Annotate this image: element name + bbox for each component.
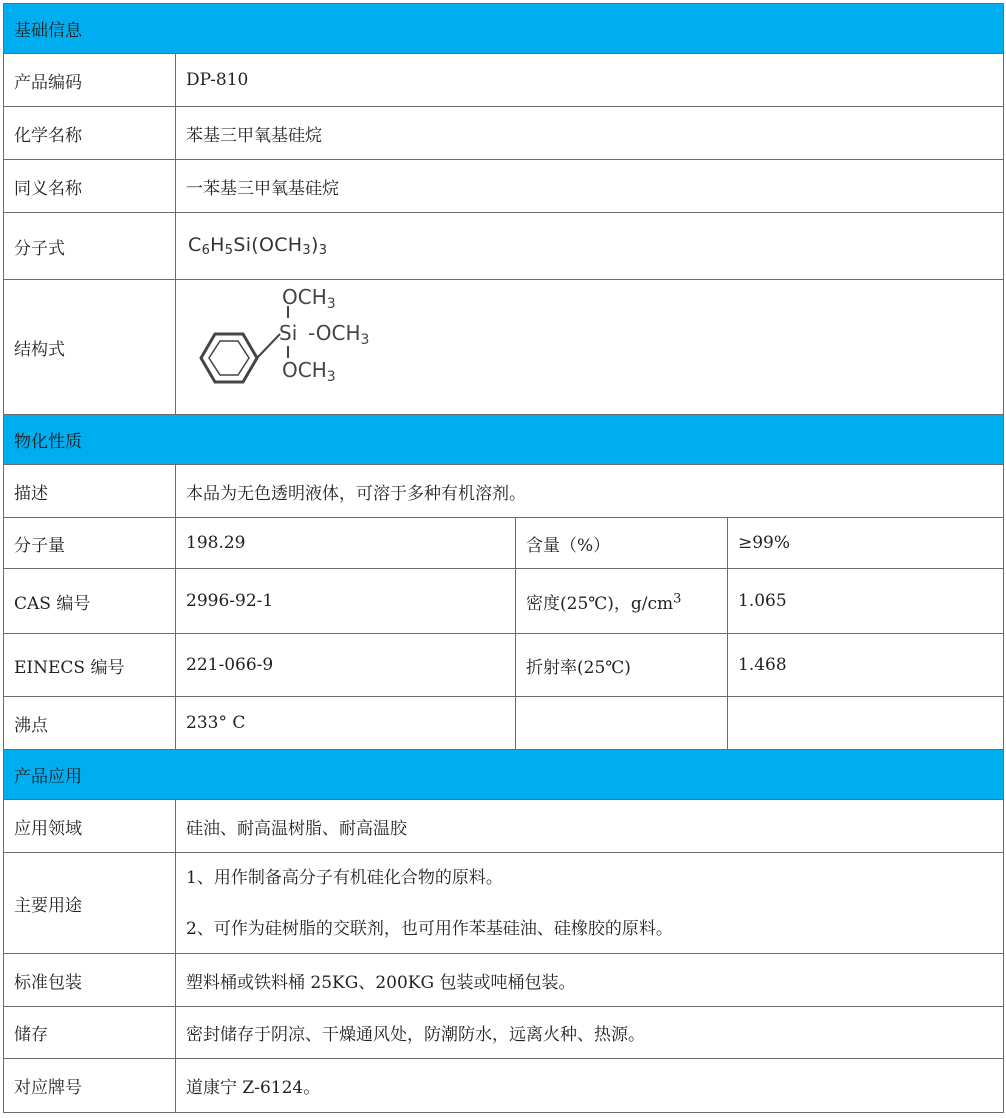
cas-value: 2996-92-1 <box>176 569 516 634</box>
use-item: 2、可作为硅树脂的交联剂，也可用作苯基硅油、硅橡胶的原料。 <box>186 918 673 939</box>
chemical-name-label: 化学名称 <box>4 107 176 160</box>
empty-cell <box>516 697 728 750</box>
uses-label: 主要用途 <box>4 853 176 954</box>
structure-label: 结构式 <box>4 280 176 415</box>
formula-cell <box>176 213 1004 280</box>
formula-label: 分子式 <box>4 213 176 280</box>
packaging-label: 标准包装 <box>4 954 176 1007</box>
row-boiling-point <box>4 697 1004 750</box>
bp-value: 233° C <box>176 697 516 750</box>
row-einecs <box>4 634 1004 697</box>
section-title: 产品应用 <box>4 750 1004 800</box>
bp-label: 沸点 <box>4 697 176 750</box>
och3-bottom: $OCH_3$ <box>282 357 336 385</box>
row-structure <box>4 280 1004 415</box>
use-item: 1、用作制备高分子有机硅化合物的原料。 <box>186 867 503 888</box>
formula-close-sub: 3 <box>318 243 328 258</box>
density-label-text: 密度(25℃)，g/cm <box>526 593 674 614</box>
row-storage <box>4 1007 1004 1059</box>
packaging-value: 塑料桶或铁料桶 25KG、200KG 包装或吨桶包装。 <box>176 954 1004 1007</box>
molecular-formula <box>188 234 327 258</box>
row-packaging <box>4 954 1004 1007</box>
description-label: 描述 <box>4 465 176 518</box>
row-main-uses <box>4 853 1004 954</box>
row-description <box>4 465 1004 518</box>
einecs-value: 221-066-9 <box>176 634 516 697</box>
row-brand <box>4 1059 1004 1113</box>
product-code-label: 产品编码 <box>4 54 176 107</box>
row-cas <box>4 569 1004 634</box>
refractive-label: 折射率(25℃) <box>516 634 728 697</box>
section-title: 物化性质 <box>4 415 1004 465</box>
product-code-value: DP-810 <box>176 54 1004 107</box>
product-spec-table <box>3 3 1004 1113</box>
synonym-value: 一苯基三甲氧基硅烷 <box>176 160 1004 213</box>
brand-label: 对应牌号 <box>4 1059 176 1113</box>
structure-cell <box>176 280 1004 415</box>
section-title: 基础信息 <box>4 4 1004 54</box>
row-molecular-weight <box>4 518 1004 569</box>
section-header-basic <box>4 4 1004 54</box>
row-product-code <box>4 54 1004 107</box>
row-chemical-name <box>4 107 1004 160</box>
formula-c: C <box>188 234 202 256</box>
formula-h: H <box>210 234 225 256</box>
benzene-inner-ring <box>209 341 249 375</box>
density-value: 1.065 <box>728 569 1004 634</box>
phenyl-si-bond <box>257 334 280 358</box>
einecs-label: EINECS 编号 <box>4 634 176 697</box>
field-value: 硅油、耐高温树脂、耐高温胶 <box>176 800 1004 853</box>
formula-h-sub: 5 <box>224 243 234 258</box>
mw-value: 198.29 <box>176 518 516 569</box>
formula-c-sub: 6 <box>201 243 211 258</box>
field-label: 应用领域 <box>4 800 176 853</box>
content-value: ≥99% <box>728 518 1004 569</box>
storage-label: 储存 <box>4 1007 176 1059</box>
uses-value <box>176 853 1004 954</box>
cas-label: CAS 编号 <box>4 569 176 634</box>
section-header-physchem <box>4 415 1004 465</box>
content-label: 含量（%） <box>516 518 728 569</box>
row-formula <box>4 213 1004 280</box>
structure-diagram <box>184 285 409 405</box>
row-synonym <box>4 160 1004 213</box>
description-value: 本品为无色透明液体，可溶于多种有机溶剂。 <box>176 465 1004 518</box>
empty-cell <box>728 697 1004 750</box>
refractive-value: 1.468 <box>728 634 1004 697</box>
density-unit-sup: 3 <box>673 590 682 606</box>
storage-value: 密封储存于阴凉、干燥通风处，防潮防水，远离火种、热源。 <box>176 1007 1004 1059</box>
formula-rest: Si(OCH <box>233 234 303 256</box>
och3-right: $-OCH_3$ <box>308 320 370 348</box>
si-atom: Si <box>279 320 298 345</box>
brand-value: 道康宁 Z-6124。 <box>176 1059 1004 1113</box>
formula-close: ) <box>310 234 319 256</box>
section-header-application <box>4 750 1004 800</box>
mw-label: 分子量 <box>4 518 176 569</box>
formula-rest-sub: 3 <box>302 243 311 258</box>
synonym-label: 同义名称 <box>4 160 176 213</box>
och3-top: $OCH_3$ <box>282 284 336 312</box>
chemical-name-value: 苯基三甲氧基硅烷 <box>176 107 1004 160</box>
row-application-field <box>4 800 1004 853</box>
density-label <box>516 569 728 634</box>
